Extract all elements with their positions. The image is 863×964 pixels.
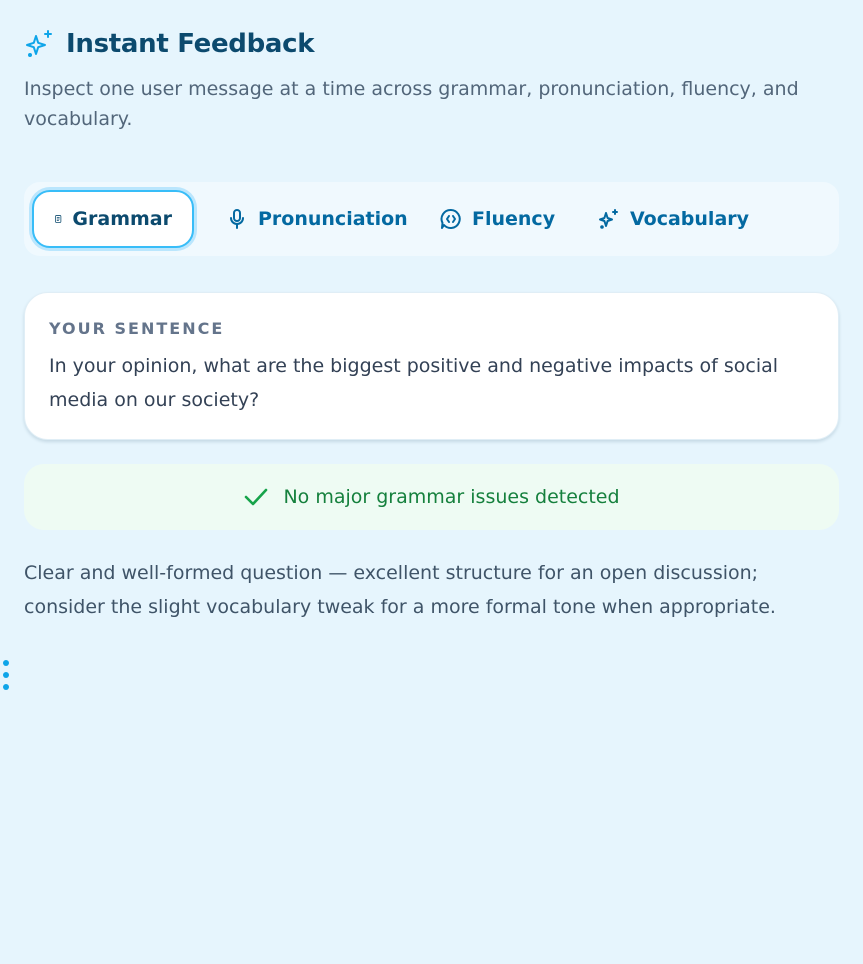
status-text: No major grammar issues detected — [283, 486, 620, 508]
tab-fluency[interactable] — [440, 190, 555, 248]
tab-label: Vocabulary — [630, 208, 750, 230]
sentence-card — [24, 292, 839, 440]
drag-dot — [3, 672, 9, 678]
sentence-label: YOUR SENTENCE — [49, 319, 225, 338]
sentence-text: In your opinion, what are the biggest positive and negative impacts of social media on our society? — [49, 355, 779, 411]
tab-pronunciation[interactable] — [226, 190, 408, 248]
feedback-summary: Clear and well-formed question — excellent structure for an open discussion; consider the slight vocabulary tweak for a more formal tone when appropriate. — [24, 562, 776, 618]
tab-label: Fluency — [472, 208, 556, 230]
page-subtitle: Inspect one user message at a time across grammar, pronunciation, fluency, and vocabulary. — [24, 78, 799, 130]
tab-label: Grammar — [72, 208, 172, 230]
drag-dot — [3, 660, 9, 666]
sparkle-icon — [598, 208, 620, 230]
chat-bubble-icon — [440, 208, 462, 230]
tab-grammar[interactable] — [32, 190, 194, 248]
tab-label: Pronunciation — [258, 208, 408, 230]
tab-vocabulary[interactable] — [598, 190, 749, 248]
page-title: Instant Feedback — [66, 29, 315, 59]
feedback-tabs — [24, 182, 839, 256]
sparkle-icon — [24, 28, 56, 60]
check-icon — [243, 484, 269, 510]
drag-handle[interactable] — [3, 660, 9, 692]
drag-dot — [3, 684, 9, 690]
document-icon — [54, 208, 62, 230]
grammar-status-banner — [24, 464, 839, 530]
microphone-icon — [226, 208, 248, 230]
header — [24, 28, 314, 60]
